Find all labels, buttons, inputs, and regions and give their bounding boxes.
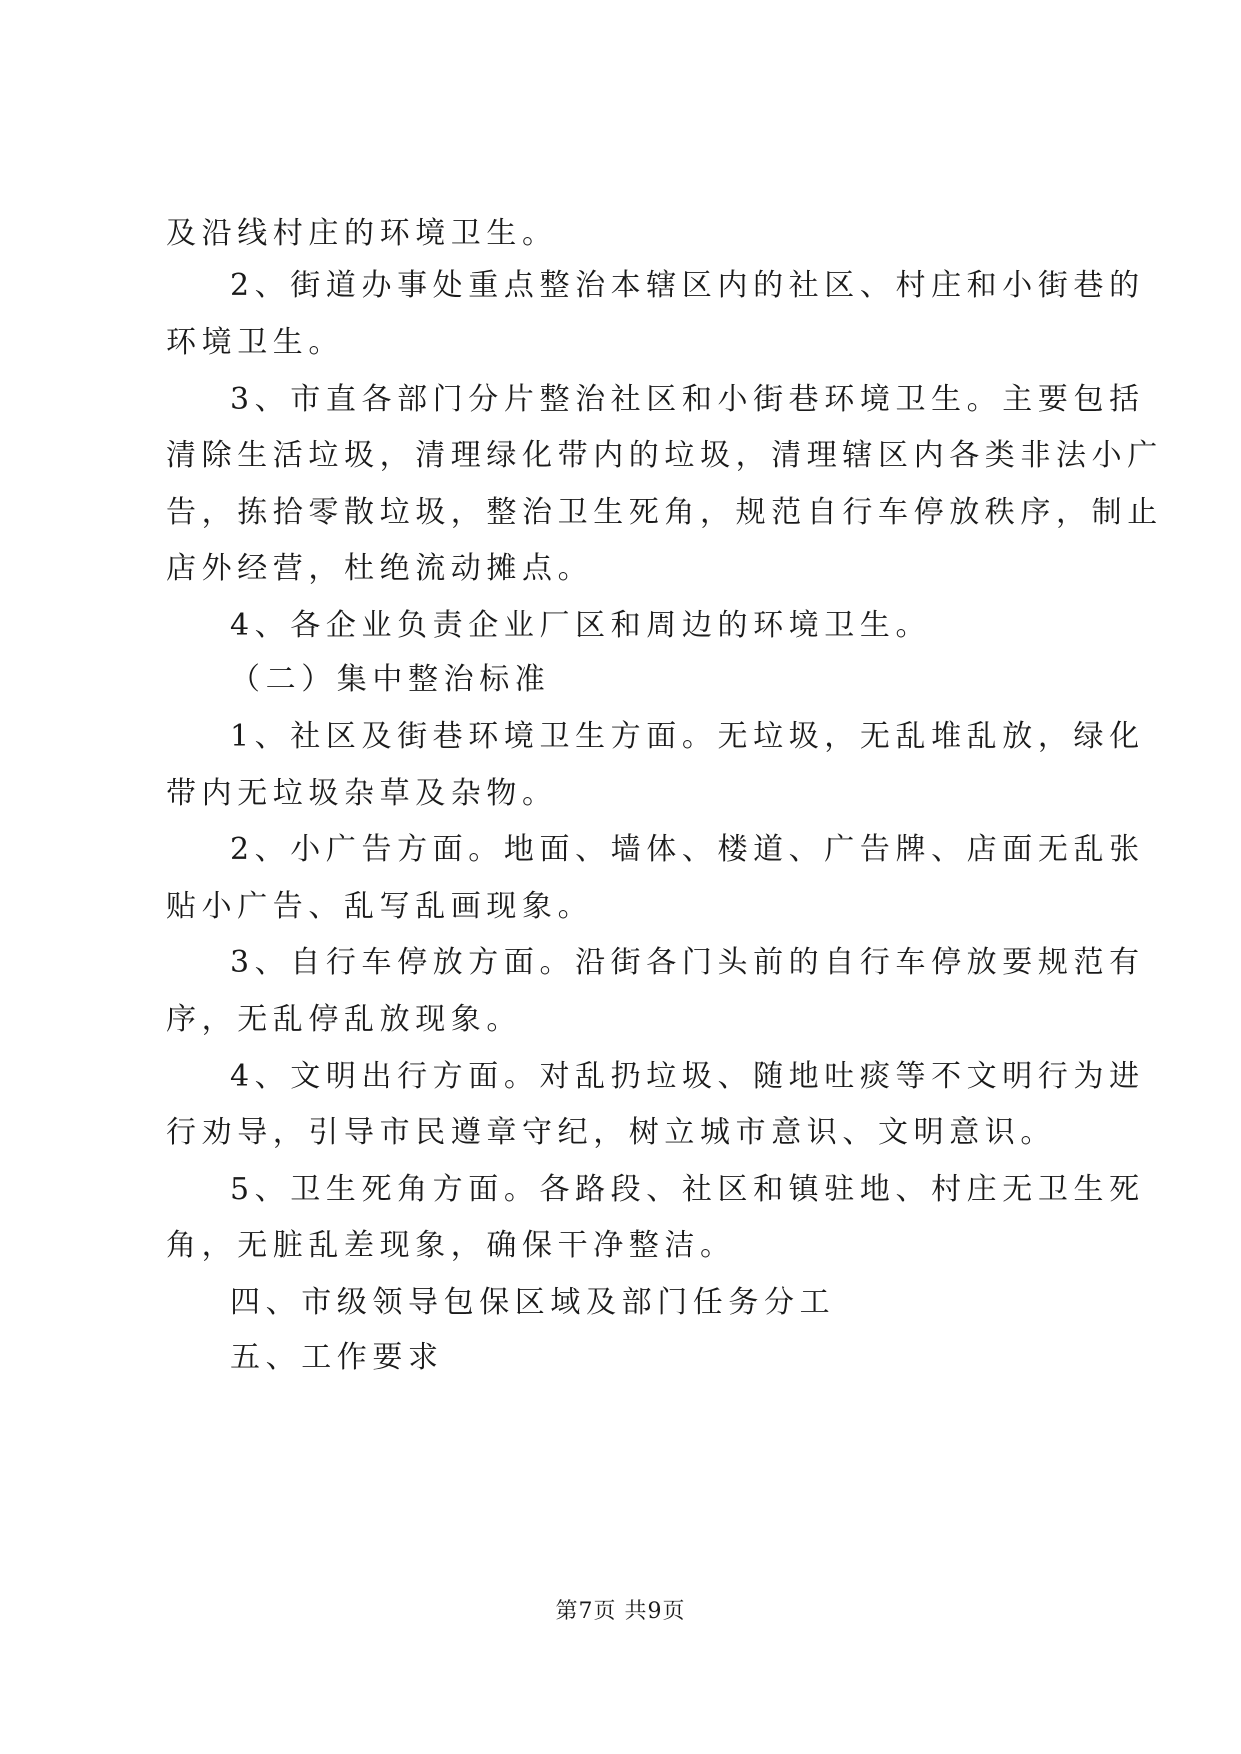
section-heading-five: 五、工作要求 xyxy=(230,1340,444,1375)
text-line-8: 4、各企业负责企业厂区和周边的环境卫生。 xyxy=(230,608,932,643)
text-line-10: 1、社区及街巷环境卫生方面。无垃圾，无乱堆乱放，绿化 xyxy=(230,719,1145,754)
text-line-16: 4、文明出行方面。对乱扔垃圾、随地吐痰等不文明行为进 xyxy=(230,1059,1145,1094)
text-line-3: 环境卫生。 xyxy=(166,325,344,360)
text-line-14: 3、自行车停放方面。沿街各门头前的自行车停放要规范有 xyxy=(230,945,1145,980)
text-line-12: 2、小广告方面。地面、墙体、楼道、广告牌、店面无乱张 xyxy=(230,832,1145,867)
section-heading: （二）集中整治标准 xyxy=(230,662,551,697)
text-line-15: 序，无乱停乱放现象。 xyxy=(166,1002,522,1037)
text-line-19: 角，无脏乱差现象，确保干净整洁。 xyxy=(166,1228,736,1263)
text-line-1: 及沿线村庄的环境卫生。 xyxy=(166,216,558,251)
text-line-17: 行劝导，引导市民遵章守纪，树立城市意识、文明意识。 xyxy=(166,1115,1056,1150)
text-line-18: 5、卫生死角方面。各路段、社区和镇驻地、村庄无卫生死 xyxy=(230,1172,1145,1207)
text-line-13: 贴小广告、乱写乱画现象。 xyxy=(166,889,594,924)
text-line-7: 店外经营，杜绝流动摊点。 xyxy=(166,551,594,586)
text-line-6: 告，拣拾零散垃圾，整治卫生死角，规范自行车停放秩序，制止 xyxy=(166,495,1163,530)
text-line-2: 2、街道办事处重点整治本辖区内的社区、村庄和小街巷的 xyxy=(230,268,1145,303)
text-line-4: 3、市直各部门分片整治社区和小街巷环境卫生。主要包括 xyxy=(230,382,1145,417)
section-heading-four: 四、市级领导包保区域及部门任务分工 xyxy=(230,1285,836,1320)
page-number-footer: 第7页 共9页 xyxy=(555,1599,686,1624)
text-line-5: 清除生活垃圾，清理绿化带内的垃圾，清理辖区内各类非法小广 xyxy=(166,438,1163,473)
text-line-11: 带内无垃圾杂草及杂物。 xyxy=(166,776,558,811)
